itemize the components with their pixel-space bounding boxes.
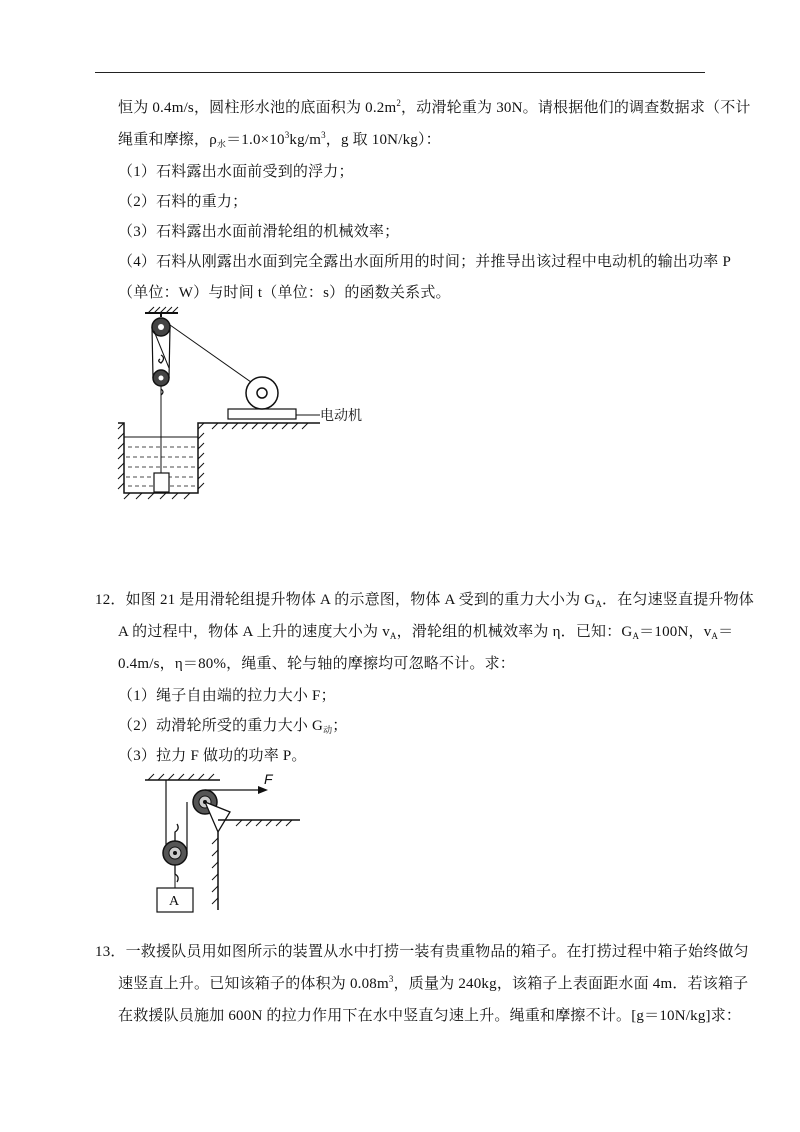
p12-line-1: 12．如图 21 是用滑轮组提升物体 A 的示意图，物体 A 受到的重力大小为 $G_A$．在匀速竖直提升物体 [95,592,755,609]
p11-question-1: （1）石料露出水面前受到的浮力； [118,164,354,180]
p11-line-2: 绳重和摩擦，$\rho_水=1.0\times 10^3kg/m^3$，g 取 10N/kg）： [118,130,441,149]
force-arrow [258,786,268,794]
box-label: A [169,894,180,909]
p11-question-3: （3）石料露出水面前滑轮组的机械效率； [118,224,400,240]
p12-line-3: 0.4m/s，η＝80%，绳重、轮与轴的摩擦均可忽略不计。求： [118,656,515,672]
header-rule [95,72,705,73]
p12-question-2: （2）动滑轮所受的重力大小 $G_动$； [118,718,348,735]
pulley-force-figure [140,770,310,918]
p12-question-3: （3）拉力 F 做功的功率 P。 [118,748,307,764]
p12-question-1: （1）绳子自由端的拉力大小 F； [118,688,336,704]
force-label: F [264,771,273,787]
p11-question-4-cont: （单位：W）与时间 t（单位：s）的函数关系式。 [118,285,451,301]
motor-label: 电动机 [320,407,362,423]
motor-base [228,409,296,419]
p13-line-3: 在救援队员施加 600N 的拉力作用下在水中竖直匀速上升。绳重和摩擦不计。[g＝10N/kg]求： [118,1008,742,1024]
p13-line-1: 13．一救援队员用如图所示的装置从水中打捞一装有贵重物品的箱子。在打捞过程中箱子始终做匀 [95,944,749,960]
p11-line-1: 恒为 0.4m/s，圆柱形水池的底面积为 $0.2m^2$，动滑轮重为 30N。请根据他们的调查数据求（不计 [118,98,751,116]
p11-question-2: （2）石料的重力； [118,194,248,210]
p11-question-4: （4）石料从刚露出水面到完全露出水面所用的时间；并推导出该过程中电动机的输出功率 P [118,254,731,270]
pulley-motor-figure [110,305,390,500]
stone-block [154,473,169,492]
p13-line-2: 速竖直上升。已知该箱子的体积为 $0.08m^3$，质量为 240kg，该箱子上表面距水面 4m．若该箱子 [118,974,749,992]
p12-line-2: A 的过程中，物体 A 上升的速度大小为 $v_A$，滑轮组的机械效率为 η．已知：$G_A=100N$，$v_A=$ [118,624,734,641]
